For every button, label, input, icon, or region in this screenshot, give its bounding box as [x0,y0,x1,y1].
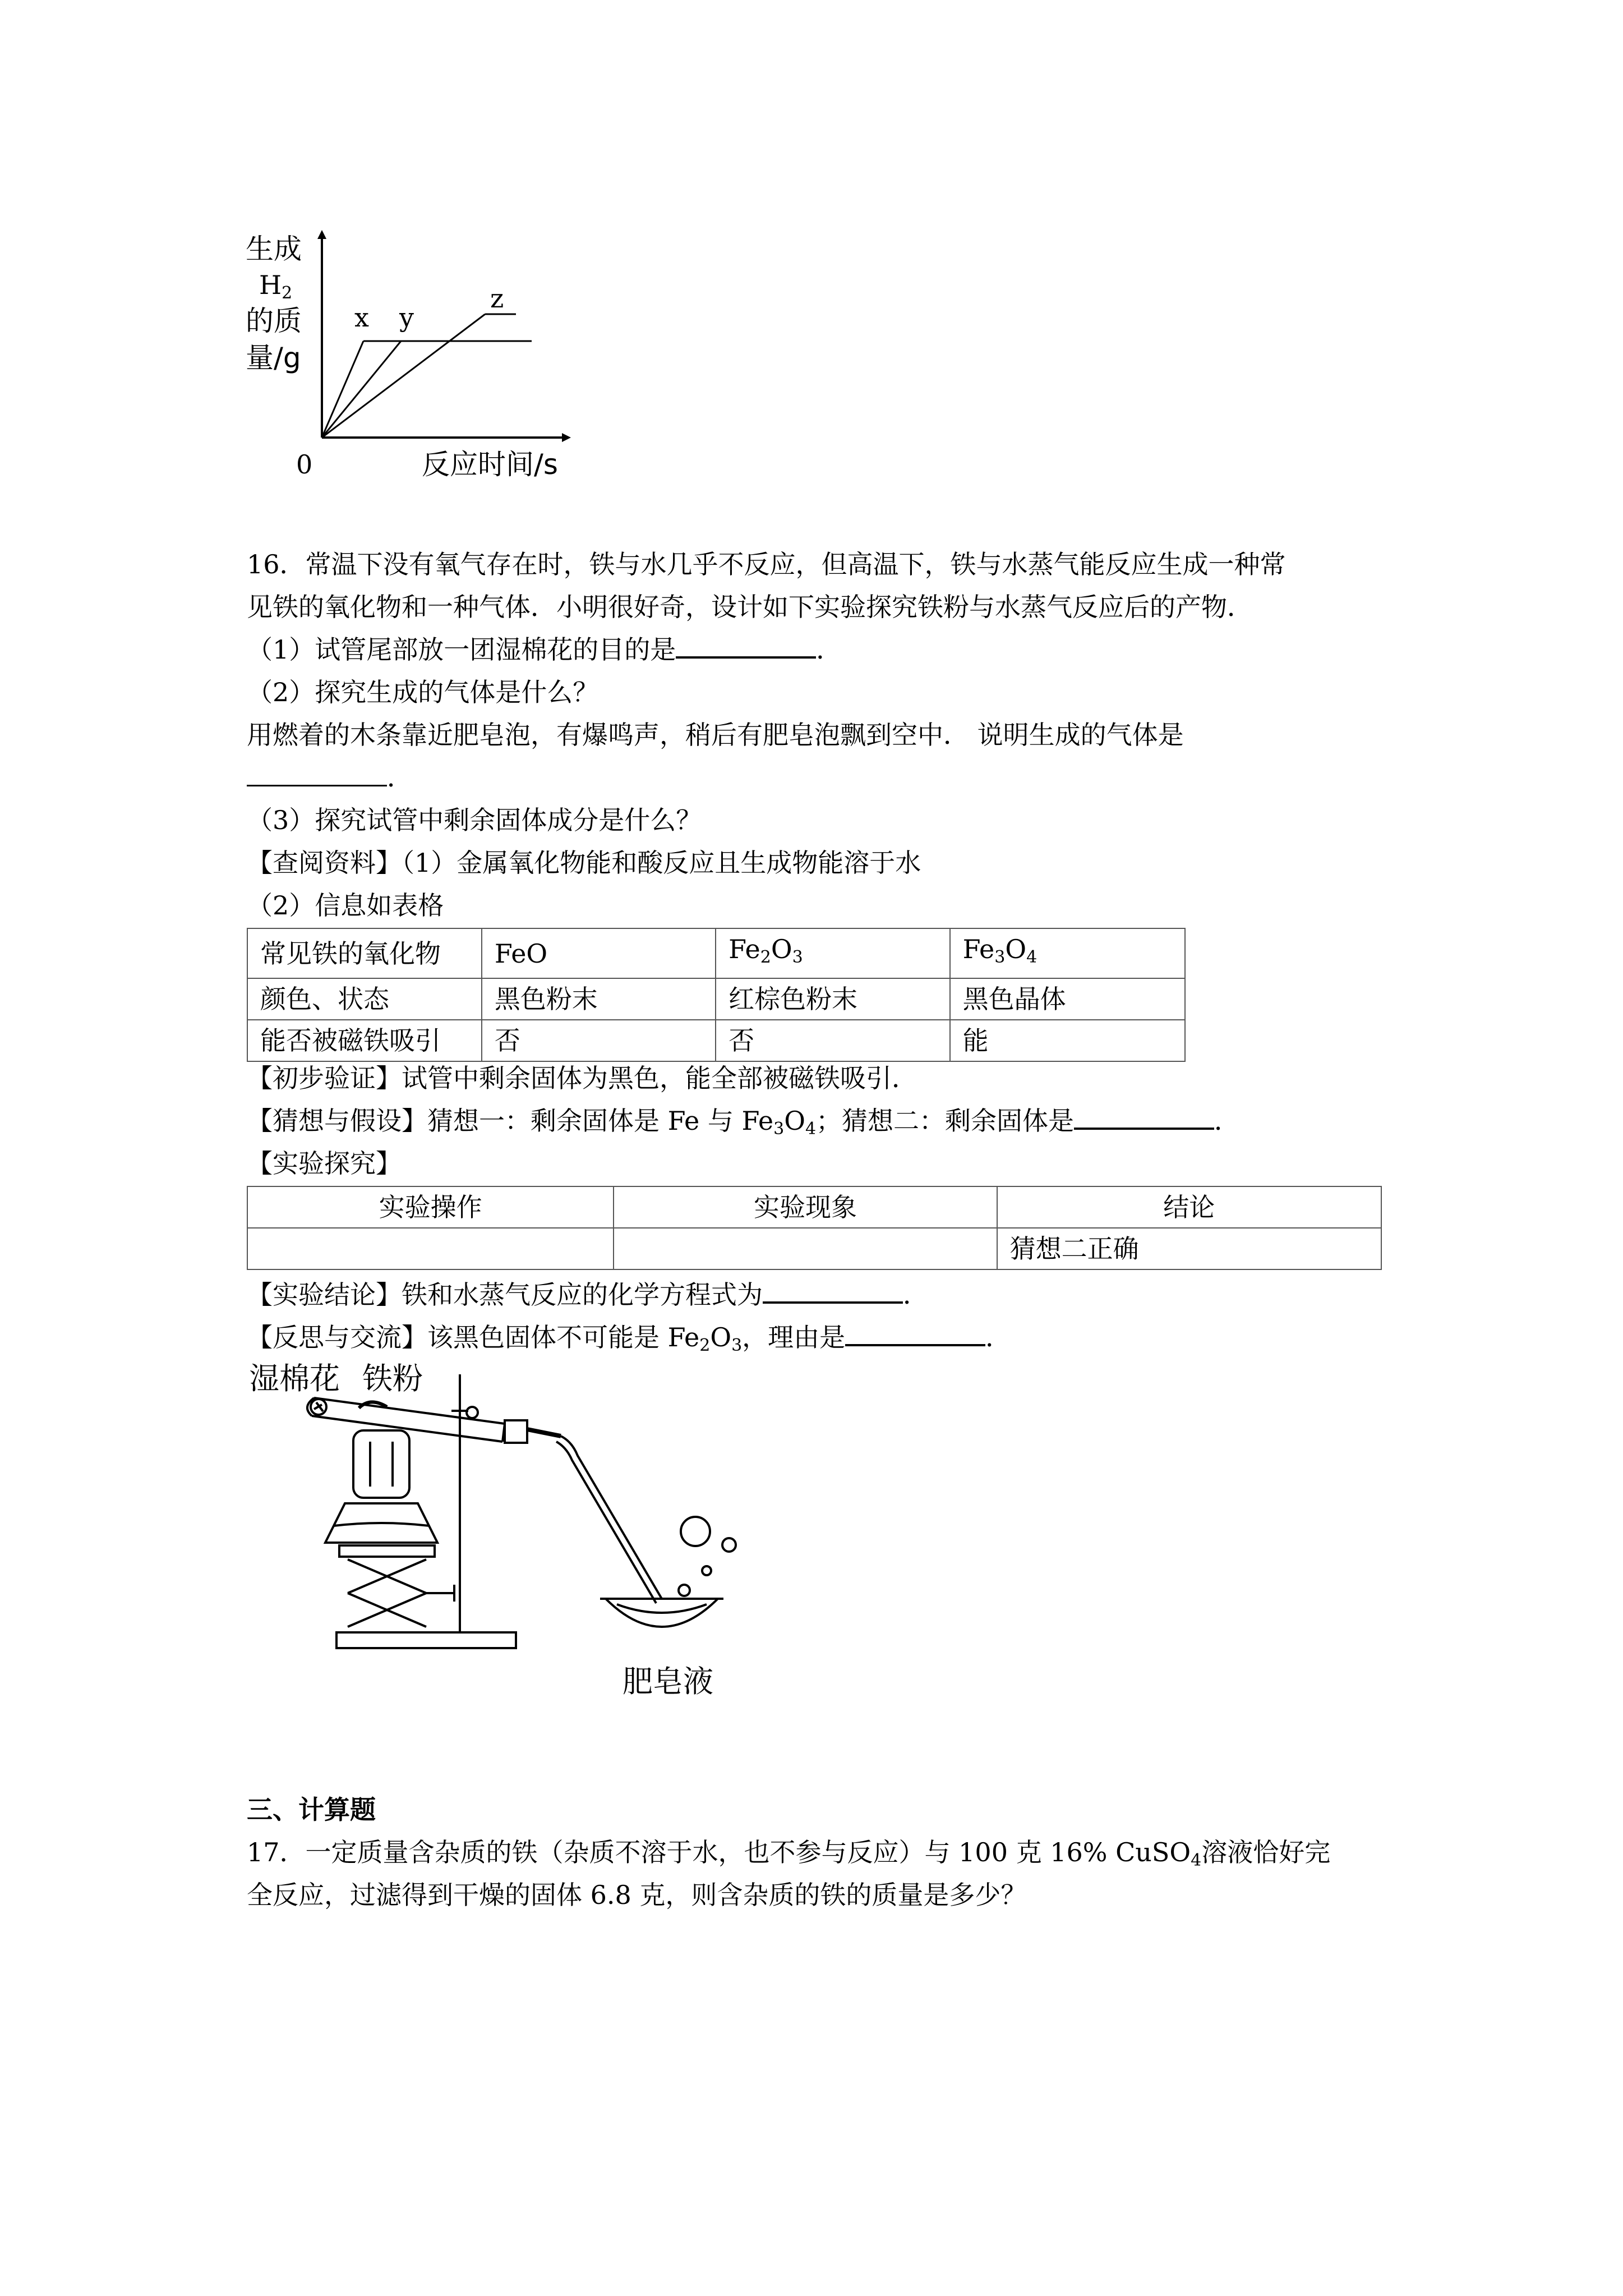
table-cell: 常见铁的氧化物 [247,928,482,978]
table-cell: 黑色晶体 [950,978,1185,1020]
q16-guess: 【猜想与假设】猜想一：剩余固体是 Fe 与 $Fe_3O_4$；猜想二：剩余固体是 ． [247,1099,1240,1151]
table-cell[interactable] [614,1228,997,1269]
q16-part2-text: 用燃着的木条靠近肥皂泡，有爆鸣声，稍后有肥皂泡飘到空中． 说明生成的气体是 [247,720,1184,750]
answer-blank[interactable] [1074,1099,1214,1130]
graph-origin: 0 [296,449,313,480]
section-title: 三、计算题 [247,1795,376,1825]
q16-part1: （1）试管尾部放一团湿棉花的目的是 ． [247,628,842,671]
table-cell: 猜想二正确 [997,1228,1381,1269]
graph-label-x: x [354,302,369,333]
answer-blank[interactable] [247,757,387,786]
graph-y-label-3: 的质 [246,305,302,337]
answer-blank[interactable] [845,1316,985,1346]
table-header: 结论 [997,1186,1381,1228]
table-cell: 红棕色粉末 [716,978,950,1020]
table-cell: FeO [482,928,716,978]
q16-line1: 16．常温下没有氧气存在时，铁与水几乎不反应，但高温下，铁与水蒸气能反应生成一种常 [247,549,1286,579]
graph-label-y: y [399,302,414,333]
table-row [247,1228,1381,1269]
table-row [247,978,1185,1020]
apparatus-diagram [292,1358,774,1672]
q17-line1: 17．一定质量含杂质的铁（杂质不溶于水，也不参与反应）与 100 克 16% CuSO$_4$溶液恰好完 [247,1837,1331,1870]
q16-part2-answer: ． [247,756,413,799]
answer-blank[interactable] [763,1273,903,1304]
graph-y-label-1: 生成 [246,233,302,265]
q16-reflect: 【反思与交流】该黑色固体不可能是 $Fe_2O_3$，理由是 ． [247,1316,1011,1367]
q16-prelim: 【初步验证】试管中剩余固体为黑色，能全部被磁铁吸引． [247,1063,917,1093]
table-cell: 颜色、状态 [247,978,482,1020]
q16-ref2: （2）信息如表格 [247,890,444,921]
oxide-info-table [247,928,1186,1062]
answer-blank[interactable] [676,628,816,659]
table-cell[interactable] [247,1228,614,1269]
graph-y-label-4: 量/g [246,342,301,374]
q16-line2: 见铁的氧化物和一种气体．小明很好奇，设计如下实验探究铁粉与水蒸气反应后的产物． [247,592,1253,622]
q16-ref: 【查阅资料】（1）金属氧化物能和酸反应且生成物能溶于水 [247,848,921,878]
graph-x-label: 反应时间/s [422,448,558,481]
q16-part3: （3）探究试管中剩余固体成分是什么？ [247,805,702,835]
table-cell: 能否被磁铁吸引 [247,1020,482,1061]
q16-part2: （2）探究生成的气体是什么？ [247,677,599,707]
table-header-row [247,1186,1381,1228]
line-y [322,341,401,438]
line-x [322,341,363,438]
table-row [247,1020,1185,1061]
label-soap-solution: 肥皂液 [623,1664,713,1699]
table-header: 实验操作 [247,1186,614,1228]
graph-y-label-2: $H_2$ [259,270,293,303]
label-wet-cotton: 湿棉花 [249,1361,340,1396]
q17-line2: 全反应，过滤得到干燥的固体 6.8 克，则含杂质的铁的质量是多少？ [247,1880,1027,1910]
table-header: 实验现象 [614,1186,997,1228]
apparatus-svg [292,1358,774,1672]
table-cell: $Fe_2O_3$ [716,928,950,978]
table-cell: $Fe_3O_4$ [950,928,1185,978]
table-cell: 能 [950,1020,1185,1061]
table-cell: 否 [482,1020,716,1061]
q16-conclusion: 【实验结论】铁和水蒸气反应的化学方程式为 ． [247,1273,929,1316]
q16-explore: 【实验探究】 [247,1148,402,1179]
table-row [247,928,1185,978]
graph-label-z: z [490,283,504,314]
table-cell: 否 [716,1020,950,1061]
experiment-table [247,1186,1382,1270]
table-cell: 黑色粉末 [482,978,716,1020]
label-iron-powder: 铁粉 [362,1361,423,1396]
